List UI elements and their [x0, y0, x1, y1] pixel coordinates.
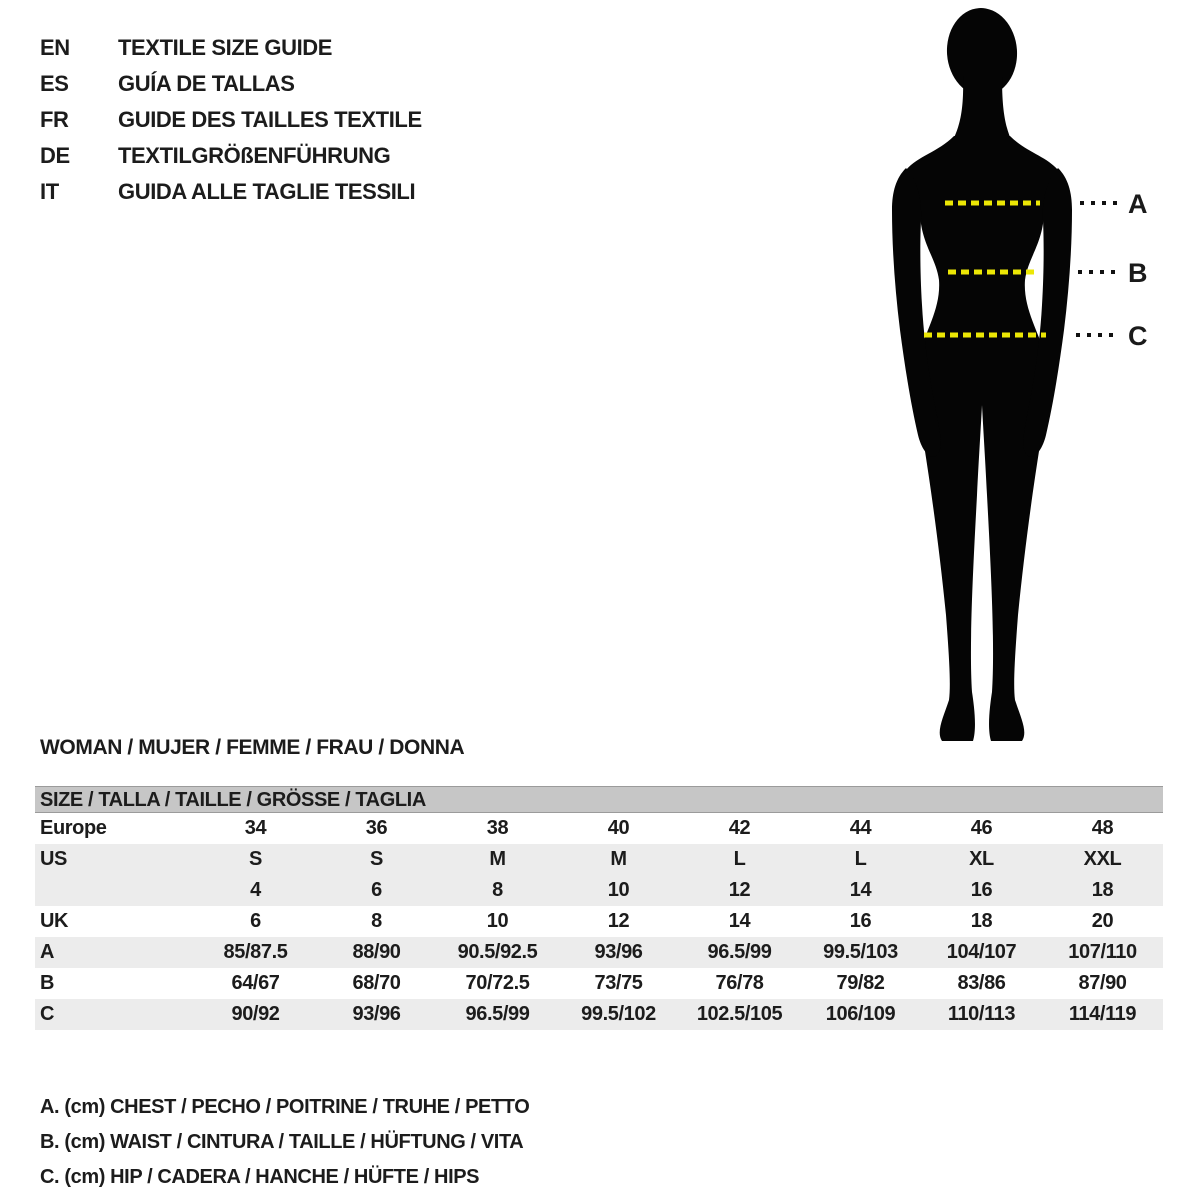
size-value-cell: 110/113	[947, 1003, 1016, 1025]
size-value-cell: 8	[492, 879, 503, 901]
size-value-cell: 8	[371, 910, 382, 932]
woman-silhouette-figure	[860, 0, 1200, 760]
size-value-cell: 10	[486, 910, 509, 932]
size-value-cell: 87/90	[1078, 972, 1127, 994]
size-value-cell: M	[610, 848, 627, 870]
size-value-cell: 18	[970, 910, 993, 932]
language-code: FR	[40, 107, 69, 132]
size-value-cell: 14	[849, 879, 872, 901]
size-value-cell: 90.5/92.5	[457, 941, 538, 963]
language-row	[40, 174, 422, 210]
size-table-body	[35, 813, 1163, 1030]
legend-line: B. (cm) WAIST / CINTURA / TAILLE / HÜFTUNG / VITA	[40, 1131, 524, 1153]
size-value-cell: 104/107	[946, 941, 1017, 963]
row-label: C	[40, 1003, 55, 1025]
size-value-cell: 64/67	[231, 972, 280, 994]
size-value-cell: 85/87.5	[223, 941, 288, 963]
language-row	[40, 138, 422, 174]
table-row	[35, 937, 1163, 968]
size-value-cell: S	[370, 848, 383, 870]
size-value-cell: 96.5/99	[465, 1003, 530, 1025]
language-label: GUIDA ALLE TAGLIE TESSILI	[118, 179, 416, 204]
size-value-cell: 48	[1091, 817, 1114, 839]
size-value-cell: 73/75	[594, 972, 643, 994]
size-value-cell: XXL	[1083, 848, 1122, 870]
legend-line: C. (cm) HIP / CADERA / HANCHE / HÜFTE / HIPS	[40, 1166, 480, 1188]
language-label: GUÍA DE TALLAS	[118, 71, 295, 96]
marker-b-label: B	[1128, 258, 1148, 288]
language-label: TEXTILE SIZE GUIDE	[118, 35, 333, 60]
table-row	[35, 999, 1163, 1030]
language-code: IT	[40, 179, 59, 204]
size-value-cell: 12	[728, 879, 751, 901]
size-value-cell: 6	[371, 879, 382, 901]
size-value-cell: 4	[250, 879, 261, 901]
size-value-cell: 93/96	[594, 941, 643, 963]
size-value-cell: 102.5/105	[696, 1003, 783, 1025]
language-code: DE	[40, 143, 70, 168]
size-value-cell: 106/109	[825, 1003, 896, 1025]
size-value-cell: 88/90	[352, 941, 401, 963]
size-value-cell: 14	[728, 910, 751, 932]
table-row	[35, 844, 1163, 875]
size-value-cell: XL	[969, 848, 994, 870]
size-value-cell: L	[854, 848, 867, 870]
size-value-cell: 93/96	[352, 1003, 401, 1025]
language-label: GUIDE DES TAILLES TEXTILE	[118, 107, 422, 132]
size-value-cell: 46	[970, 817, 993, 839]
row-label: UK	[40, 910, 69, 932]
size-value-cell: 90/92	[231, 1003, 280, 1025]
language-list	[40, 30, 422, 210]
size-value-cell: S	[249, 848, 262, 870]
size-value-cell: 34	[244, 817, 267, 839]
language-label: TEXTILGRÖßENFÜHRUNG	[118, 143, 391, 168]
language-row	[40, 66, 422, 102]
size-table	[35, 786, 1163, 1030]
size-value-cell: 114/119	[1068, 1003, 1137, 1025]
language-row	[40, 30, 422, 66]
table-row	[35, 813, 1163, 844]
size-value-cell: 99.5/102	[581, 1003, 656, 1025]
language-code: EN	[40, 35, 70, 60]
size-value-cell: 12	[607, 910, 630, 932]
marker-c-label: C	[1128, 321, 1148, 351]
size-value-cell: 16	[970, 879, 993, 901]
size-value-cell: 68/70	[352, 972, 401, 994]
size-value-cell: 42	[728, 817, 751, 839]
size-value-cell: 10	[607, 879, 630, 901]
size-value-cell: 70/72.5	[465, 972, 530, 994]
size-value-cell: 79/82	[836, 972, 885, 994]
size-value-cell: 44	[849, 817, 872, 839]
size-value-cell: 107/110	[1068, 941, 1137, 963]
size-value-cell: L	[733, 848, 746, 870]
size-value-cell: 36	[365, 817, 388, 839]
row-label: Europe	[40, 817, 107, 839]
legend-line: A. (cm) CHEST / PECHO / POITRINE / TRUHE / PETTO	[40, 1096, 530, 1118]
measurement-legend	[40, 1090, 529, 1195]
size-value-cell: 83/86	[957, 972, 1006, 994]
size-value-cell: 76/78	[715, 972, 764, 994]
table-row	[35, 906, 1163, 937]
row-label: B	[40, 972, 55, 994]
size-value-cell: 16	[849, 910, 872, 932]
row-label: A	[40, 941, 55, 963]
marker-a-label: A	[1128, 189, 1148, 219]
size-value-cell: 6	[250, 910, 261, 932]
size-value-cell: 38	[486, 817, 509, 839]
size-value-cell: 18	[1091, 879, 1114, 901]
language-row	[40, 102, 422, 138]
table-row	[35, 968, 1163, 999]
size-value-cell: M	[489, 848, 506, 870]
figure-panel	[860, 0, 1200, 760]
table-row	[35, 875, 1163, 906]
size-value-cell: 20	[1091, 910, 1114, 932]
size-value-cell: 99.5/103	[823, 941, 898, 963]
row-label: US	[40, 848, 67, 870]
size-table-header: SIZE / TALLA / TAILLE / GRÖSSE / TAGLIA	[35, 786, 1163, 813]
table-title: WOMAN / MUJER / FEMME / FRAU / DONNA	[40, 736, 465, 759]
language-code: ES	[40, 71, 69, 96]
size-value-cell: 96.5/99	[707, 941, 772, 963]
size-value-cell: 40	[607, 817, 630, 839]
